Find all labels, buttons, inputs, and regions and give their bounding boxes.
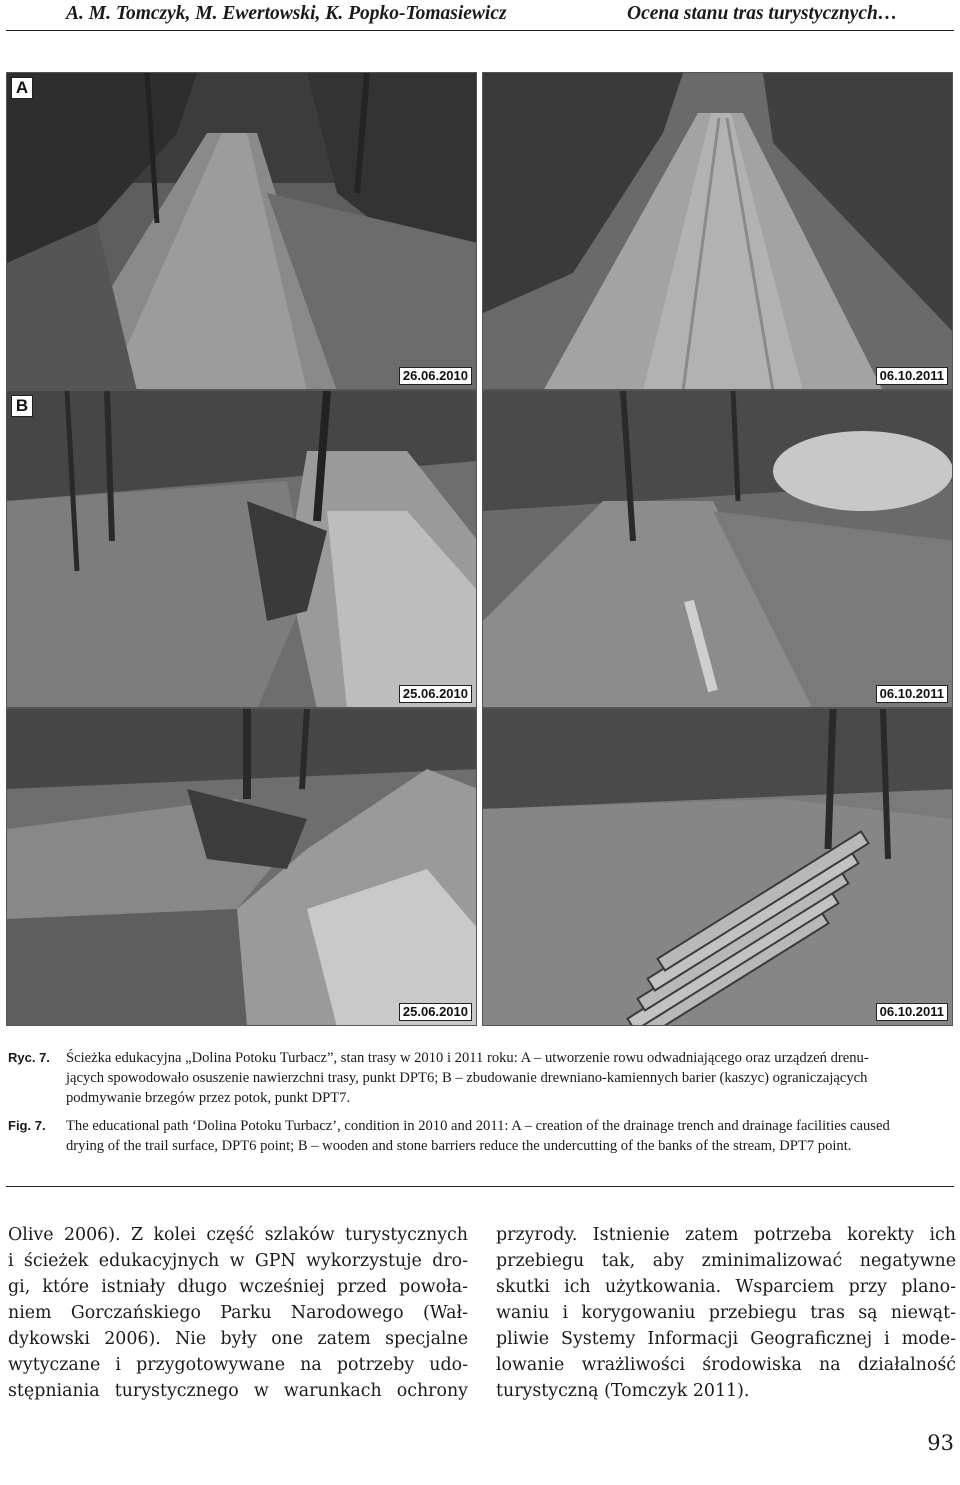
body-column-right — [496, 1222, 956, 1404]
body-line: gi, które istniały długo wcześniej przed powoła- — [8, 1277, 468, 1297]
caption-polish-line: podmywanie brzegów przez potok, punkt DPT7. — [66, 1090, 351, 1106]
header-authors: A. M. Tomczyk, M. Ewertowski, K. Popko-Tomasiewicz — [66, 3, 507, 24]
body-column-left — [8, 1222, 468, 1404]
caption-english — [8, 1116, 954, 1160]
body-line: pliwie Systemy Informacji Geograficznej i mode- — [496, 1329, 956, 1349]
stream-bank-photo — [7, 391, 477, 708]
photo-c-2011 — [482, 708, 953, 1026]
forest-road-photo — [7, 73, 477, 390]
body-line: dykowski 2006). Nie były one zatem specjalne — [8, 1329, 468, 1349]
date-label-b-right: 06.10.2011 — [876, 685, 948, 703]
date-label-a-right: 06.10.2011 — [876, 367, 948, 385]
photo-a-2010 — [6, 72, 477, 390]
caption-english-line: The educational path ‘Dolina Potoku Turbacz’, condition in 2010 and 2011: A – creation of the drainage trench and drainage facilities caused — [66, 1118, 890, 1134]
photo-c-2010 — [6, 708, 477, 1026]
caption-polish-line: jących spowodowało osuszenie nawierzchni trasy, punkt DPT6; B – zbudowanie drewniano-kamiennych barier (kaszyc) ograniczających — [66, 1070, 868, 1086]
body-line: stępniania turystycznego w warunkach ochrony — [8, 1381, 468, 1401]
figure-7-photo-grid — [6, 72, 953, 1030]
body-line: przyrody. Istnienie zatem potrzeba korekty ich — [496, 1225, 956, 1245]
body-line: skutki ich użytkowania. Wsparciem przy plano- — [496, 1277, 956, 1297]
header-running-title: Ocena stanu tras turystycznych… — [627, 3, 898, 24]
body-line: Olive 2006). Z kolei część szlaków turystycznych — [8, 1225, 468, 1245]
header-rule — [6, 30, 954, 31]
undercut-stream-photo — [7, 709, 477, 1026]
log-crib-barrier-photo — [483, 709, 953, 1026]
body-line: niem Gorczańskiego Parku Narodowego (Wał- — [8, 1303, 468, 1323]
date-label-c-left: 25.06.2010 — [399, 1003, 472, 1021]
panel-letter-a: A — [11, 77, 33, 99]
photo-b-2011 — [482, 390, 953, 708]
running-header — [0, 0, 960, 30]
photo-a-2011 — [482, 72, 953, 390]
body-line: wytyczane i przygotowywane na potrzeby udo- — [8, 1355, 468, 1375]
caption-polish — [8, 1048, 954, 1112]
caption-polish-label: Ryc. 7. — [8, 1050, 50, 1065]
body-line: i ścieżek edukacyjnych w GPN wykorzystuje dro- — [8, 1251, 468, 1271]
panel-letter-b: B — [11, 395, 33, 417]
section-rule — [6, 1186, 954, 1187]
photo-b-2010 — [6, 390, 477, 708]
body-line: przebiegu tak, aby zminimalizować negatywne — [496, 1251, 956, 1271]
date-label-b-left: 25.06.2010 — [399, 685, 472, 703]
body-line: turystyczną (Tomczyk 2011). — [496, 1381, 750, 1401]
caption-english-line: drying of the trail surface, DPT6 point; B – wooden and stone barriers reduce the undercutting of the banks of the stream, DPT7 point. — [66, 1138, 852, 1154]
trail-barrier-photo — [483, 391, 953, 708]
date-label-c-right: 06.10.2011 — [876, 1003, 948, 1021]
grassy-road-photo — [483, 73, 953, 390]
caption-english-text — [66, 1116, 954, 1156]
caption-polish-text — [66, 1048, 954, 1108]
page-number: 93 — [927, 1431, 954, 1455]
date-label-a-left: 26.06.2010 — [399, 367, 472, 385]
body-line: lowanie wrażliwości środowiska na działalność — [496, 1355, 956, 1375]
body-line: waniu i korygowaniu przebiegu tras są niewąt- — [496, 1303, 956, 1323]
caption-polish-line: Ścieżka edukacyjna „Dolina Potoku Turbacz”, stan trasy w 2010 i 2011 roku: A – utworzenie rowu odwadniającego oraz urządzeń drenu- — [66, 1050, 869, 1066]
caption-english-label: Fig. 7. — [8, 1118, 46, 1133]
